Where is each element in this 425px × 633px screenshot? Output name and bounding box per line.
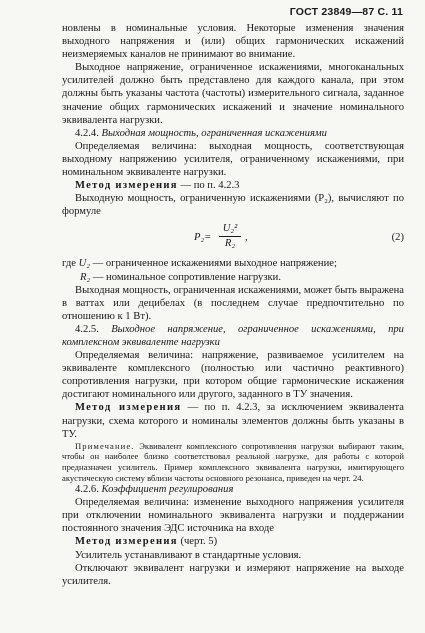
section-heading-4-2-6 xyxy=(62,483,404,496)
page-header: ГОСТ 23849—87 С. 11 xyxy=(289,6,403,18)
definition-symbol: R₂ xyxy=(80,271,91,283)
paragraph: Усилитель устанавливают в стандартные условия. xyxy=(75,549,302,561)
formula-denominator: R₂ xyxy=(224,238,236,250)
formula-fraction xyxy=(219,222,241,251)
method-line xyxy=(62,401,404,440)
definition-symbol: U₂ xyxy=(78,258,90,270)
section-number: 4.2.6. xyxy=(75,484,99,496)
method-line xyxy=(62,179,404,192)
section-heading-4-2-5 xyxy=(62,323,404,349)
formula xyxy=(62,221,404,255)
method-text: — по п. 4.2.3, за исключением эквивалента нагрузки, схема которого и номиналы элементов должны быть указаны в ТУ. xyxy=(62,402,404,440)
method-label: Метод измерения xyxy=(75,180,178,192)
definition-text: — ограниченное искажениями выходное напряжение; xyxy=(92,258,337,270)
section-number: 4.2.5. xyxy=(75,323,99,335)
section-heading-4-2-4 xyxy=(62,127,404,140)
method-label: Метод измерения xyxy=(75,536,178,548)
paragraph: Выходное напряжение, ограниченное искажениями, многоканальных усилителей должно быть представлено для каждого канала, при этом должны быть указаны частота (частоты) измерительного сигнала, заданное значение общих гармонических искажений и значение номинального эквивалента нагрузки. xyxy=(62,62,404,126)
note-label: Примечание. xyxy=(75,440,135,451)
note xyxy=(62,441,404,483)
paragraph: новлены в номинальные условия. Некоторые изменения значения выходного напряжения и (или) общих гармонических искажений неизмеряемых каналов не принимают во внимание. xyxy=(62,23,404,61)
method-label: Метод измерения xyxy=(75,402,182,414)
method-text: (черт. 5) xyxy=(180,536,218,548)
formula-lhs: P₂= xyxy=(194,232,212,244)
paragraph: Выходная мощность, ограниченная искажениями, может быть выражена в ваттах или децибелах (в последнем случае предпочтительно по отношению к 1 Вт). xyxy=(62,284,404,322)
formula-comma: , xyxy=(245,232,248,244)
section-title: Коэффициент регулирования xyxy=(101,484,234,496)
note-text: Эквивалент комплексного сопротивления нагрузки выбирают таким, чтобы он наиболее близко соответствовал реальной нагрузке, для работы с которой предназначен усилитель. Пример комплексного эквивалента нагрузки, имитирующего акустическую систему вблизи частоты основного резонанса, приведен на черт. 24. xyxy=(62,440,404,483)
method-line xyxy=(62,535,404,548)
paragraph: Отключают эквивалент нагрузки и измеряют напряжение на выходе усилителя. xyxy=(62,562,404,587)
formula-numerator: U₂² xyxy=(219,222,241,237)
section-title: Выходное напряжение, ограниченное искажениями, при комплексном эквиваленте нагрузки xyxy=(62,323,404,348)
definition-row xyxy=(62,271,404,284)
definition-prefix: где xyxy=(62,258,76,270)
section-number: 4.2.4. xyxy=(75,127,99,139)
equation-number: (2) xyxy=(391,232,404,244)
paragraph: Определяемая величина: выходная мощность, соответствующая выходному напряжению усилителя, ограниченному искажениями, при номинальном эквиваленте нагрузки. xyxy=(62,140,404,179)
definition-row xyxy=(62,257,404,270)
paragraph: Определяемая величина: напряжение, развиваемое усилителем на эквиваленте комплексного (полностью или частично реактивного) сопротивления нагрузки, при котором общие гармонические искажения достигают номинального или другого, заданного в ТУ значения. xyxy=(62,350,404,401)
formula-definitions xyxy=(62,257,404,283)
method-text: — по п. 4.2.3 xyxy=(180,180,240,192)
section-title: Выходная мощность, ограниченная искажениями xyxy=(101,127,327,139)
page-body xyxy=(62,22,404,588)
definition-text: — номинальное сопротивление нагрузки. xyxy=(92,271,282,283)
paragraph: Определяемая величина: изменение выходного напряжения усилителя при отключении номинального эквивалента нагрузки и поддержании постоянного значения ЭДС источника на входе xyxy=(62,497,404,535)
paragraph: Выходную мощность, ограниченную искажениями (P₂), вычисляют по формуле xyxy=(62,193,404,218)
